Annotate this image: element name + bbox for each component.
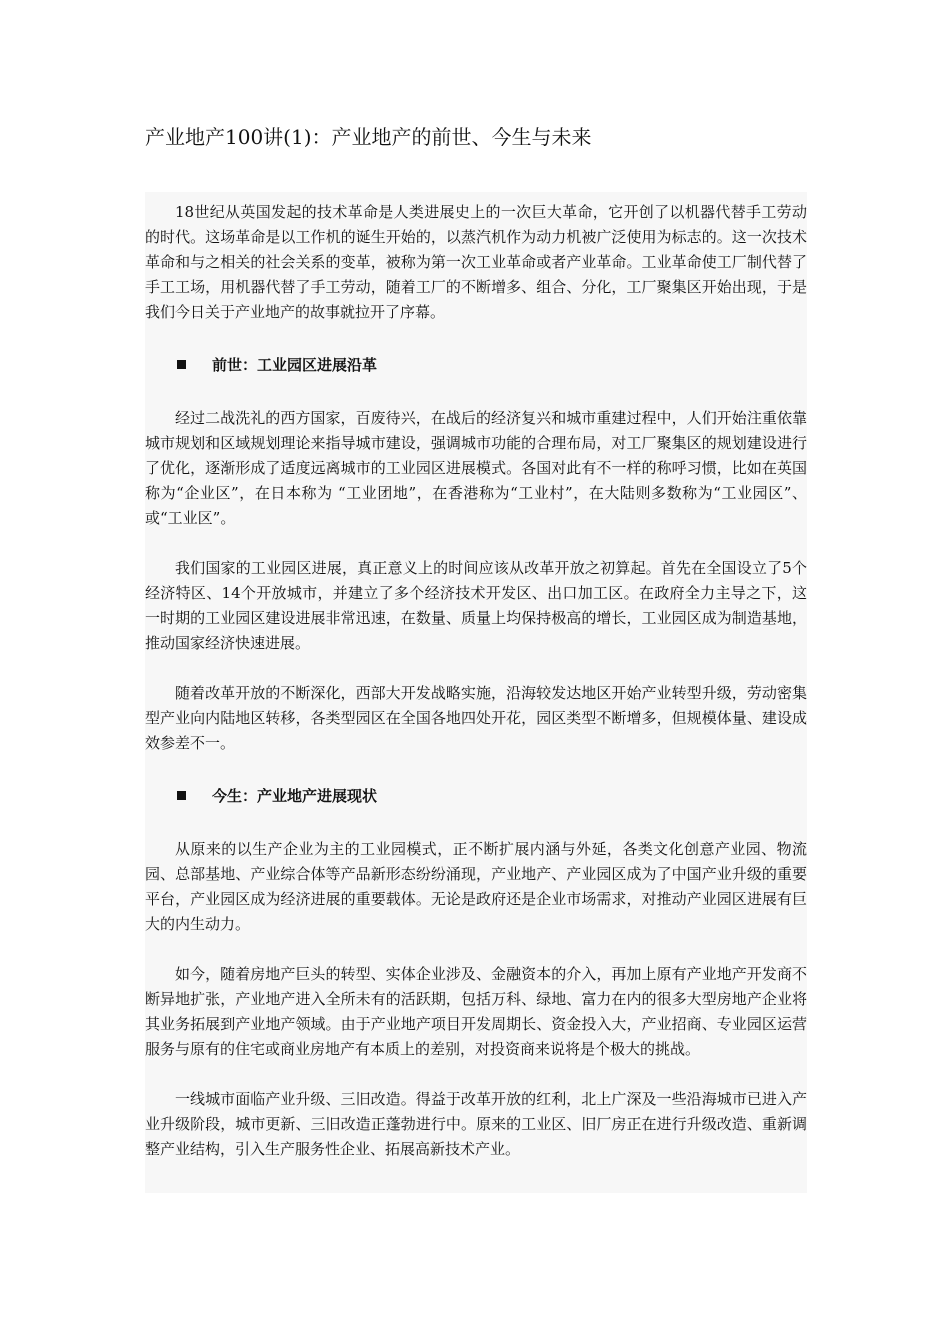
document-title: 产业地产100讲(1)：产业地产的前世、今生与未来 [145, 125, 592, 149]
paragraph-past-1: 经过二战洗礼的西方国家，百废待兴，在战后的经济复兴和城市重建过程中，人们开始注重依靠城市规划和区域规划理论来指导城市建设，强调城市功能的合理布局，对工厂聚集区的规划建设进行了优化，逐渐形成了适度远离城市的工业园区进展模式。各国对此有不一样的称呼习惯，比如在英国称为“企业区”，在日本称为 “工业团地”，在香港称为“工业村”，在大陆则多数称为“工业园区”、或“工业区”。 [145, 409, 807, 527]
paragraph-intro: 18世纪从英国发起的技术革命是人类进展史上的一次巨大革命，它开创了以机器代替手工劳动的时代。这场革命是以工作机的诞生开始的，以蒸汽机作为动力机被广泛使用为标志的。这一次技术革命和与之相关的社会关系的变革，被称为第一次工业革命或者产业革命。工业革命使工厂制代替了手工工场，用机器代替了手工劳动，随着工厂的不断增多、组合、分化，工厂聚集区开始出现，于是我们今日关于产业地产的故事就拉开了序幕。 [145, 203, 807, 321]
section-heading-present-text: 今生：产业地产进展现状 [212, 787, 378, 805]
section-heading-past-text: 前世：工业园区进展沿革 [212, 356, 378, 374]
paragraph-past-2: 我们国家的工业园区进展，真正意义上的时间应该从改革开放之初算起。首先在全国设立了5个经济特区、14个开放城市，并建立了多个经济技术开发区、出口加工区。在政府全力主导之下，这一时期的工业园区建设进展非常迅速，在数量、质量上均保持极高的增长，工业园区成为制造基地，推动国家经济快速进展。 [145, 559, 807, 652]
article-body [145, 192, 807, 1193]
paragraph-present-2: 如今，随着房地产巨头的转型、实体企业涉及、金融资本的介入，再加上原有产业地产开发商不断异地扩张，产业地产进入全所未有的活跃期，包括万科、绿地、富力在内的很多大型房地产企业将其业务拓展到产业地产领域。由于产业地产项目开发周期长、资金投入大，产业招商、专业园区运营服务与原有的住宅或商业房地产有本质上的差别，对投资商来说将是个极大的挑战。 [145, 965, 807, 1058]
paragraph-present-1: 从原来的以生产企业为主的工业园模式，正不断扩展内涵与外延，各类文化创意产业园、物流园、总部基地、产业综合体等产品新形态纷纷涌现，产业地产、产业园区成为了中国产业升级的重要平台，产业园区成为经济进展的重要载体。无论是政府还是企业市场需求，对推动产业园区进展有巨大的内生动力。 [145, 840, 807, 933]
paragraph-past-3: 随着改革开放的不断深化，西部大开发战略实施，沿海较发达地区开始产业转型升级，劳动密集型产业向内陆地区转移，各类型园区在全国各地四处开花，园区类型不断增多，但规模体量、建设成效参差不一。 [145, 684, 807, 752]
section-heading-past [145, 353, 807, 378]
square-bullet-icon [177, 791, 186, 800]
paragraph-present-3: 一线城市面临产业升级、三旧改造。得益于改革开放的红利，北上广深及一些沿海城市已进入产业升级阶段，城市更新、三旧改造正蓬勃进行中。原来的工业区、旧厂房正在进行升级改造、重新调整产业结构，引入生产服务性企业、拓展高新技术产业。 [145, 1090, 807, 1158]
square-bullet-icon [177, 360, 186, 369]
section-heading-present [145, 784, 807, 809]
